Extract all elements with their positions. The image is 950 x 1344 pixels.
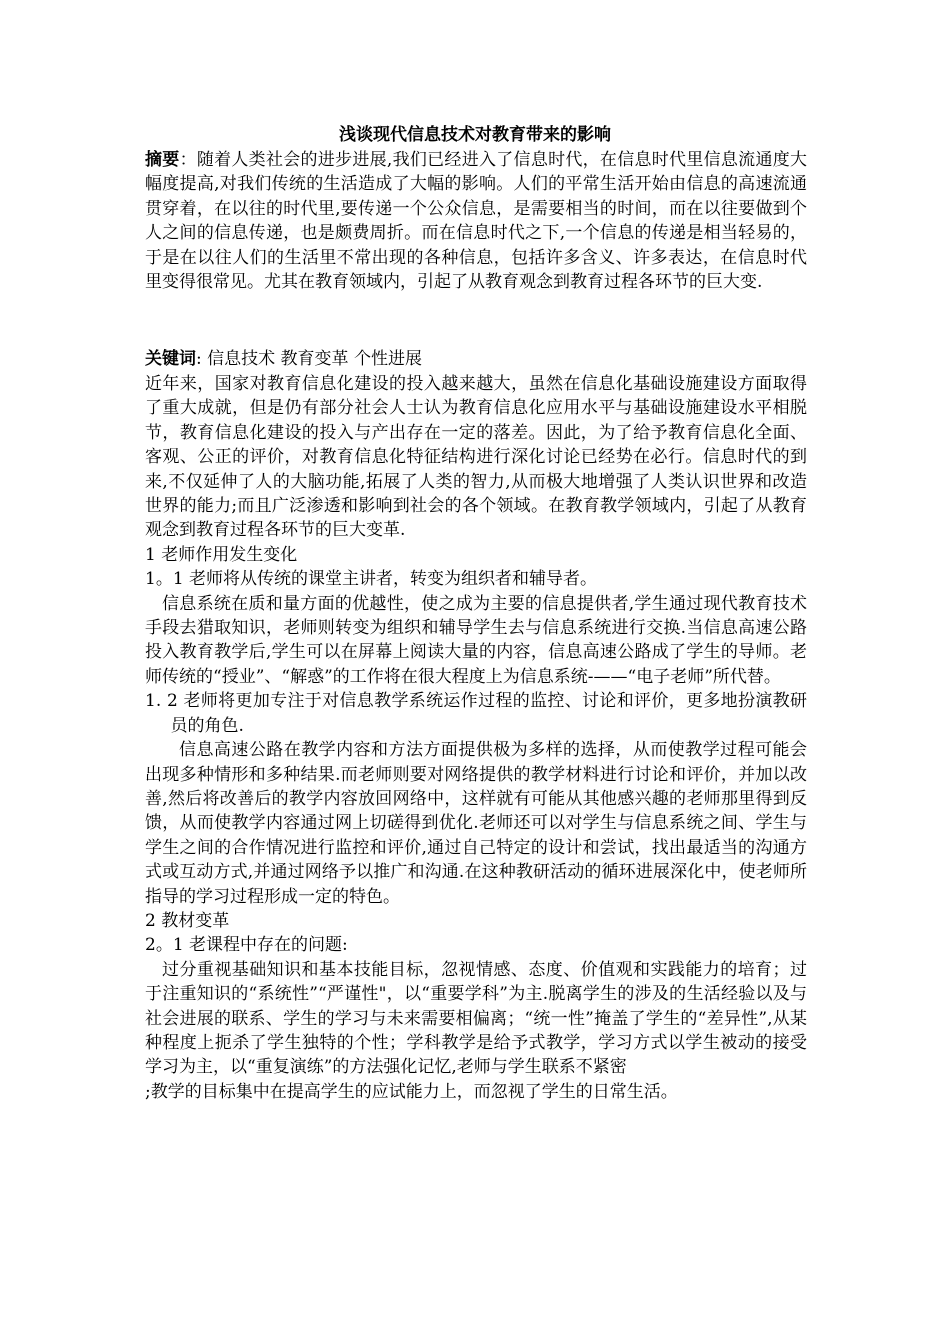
keywords-text: : 信息技术 教育变革 个性进展 [196,349,422,369]
abstract-colon: ： [179,150,197,170]
keywords-label: 关键词 [145,349,196,369]
paragraph-2-1-continued: ;教学的目标集中在提高学生的应试能力上，而忽视了学生的日常生活。 [145,1081,678,1102]
keywords-line [145,347,807,371]
subsection-heading-1-1: 1。1 老师将从传统的课堂主讲者，转变为组织者和辅导者。 [145,569,598,590]
intro-paragraph: 近年来，国家对教育信息化建设的投入越来越大，虽然在信息化基础设施建设方面取得了重大成就，但是仍有部分社会人士认为教育信息化应用水平与基础设施建设水平相脱节，教育信息化建设的投入与产出存在一定的落差。因此，为了给予教育信息化全面、客观、公正的评价，对教育信息化特征结构进行深化讨论已经势在必行。信息时代的到来,不仅延伸了人的大脑功能,拓展了人类的智力,从而极大地增强了人类认识世界和改造世界的能力;而且广泛渗透和影响到社会的各个领域。在教育教学领域内，引起了从教育观念到教育过程各环节的巨大变革. [145,374,807,541]
document-title: 浅谈现代信息技术对教育带来的影响 [339,125,611,145]
paragraph-1-2: 信息高速公路在教学内容和方法方面提供极为多样的选择，从而使教学过程可能会出现多种情形和多种结果.而老师则要对网络提供的教学材料进行讨论和评价，并加以改善,然后将改善后的教学内容放回网络中，这样就有可能从其他感兴趣的老师那里得到反馈，从而使教学内容通过网上切磋得到优化.老师还可以对学生与信息系统之间、学生与学生之间的合作情况进行监控和评价,通过自己特定的设计和尝试，找出最适当的沟通方式或互动方式,并通过网络予以推广和沟通.在这种教研活动的循环进展深化中，使老师所指导的学习过程形成一定的特色。 [145,740,807,907]
body-block [145,372,807,1104]
abstract-paragraph [145,148,807,294]
abstract-label: 摘要 [145,150,180,170]
abstract-block [145,148,807,294]
section-heading-2: 2 教材变革 [145,910,230,931]
subsection-heading-1-2: 1. 2 老师将更加专注于对信息教学系统运作过程的监控、讨论和评价，更多地扮演教研员的角色. [145,691,807,736]
subsection-heading-2-1: 2。1 老课程中存在的问题: [145,935,348,956]
paragraph-2-1: 过分重视基础知识和基本技能目标，忽视情感、态度、价值观和实践能力的培育；过于注重知识的“系统性”“严谨性"，以“重要学科”为主.脱离学生的涉及的生活经验以及与社会进展的联系、学生的学习与未来需要相偏离；“统一性”掩盖了学生的“差异性”,从某种程度上扼杀了学生独特的个性；学科教学是给予式教学，学习方式以学生被动的接受学习为主，以“重复演练”的方法强化记忆,老师与学生联系不紧密 [145,959,807,1078]
abstract-text: 随着人类社会的进步进展,我们已经进入了信息时代，在信息时代里信息流通度大幅度提高,对我们传统的生活造成了大幅的影响。人们的平常生活开始由信息的高速流通贯穿着，在以往的时代里,要传递一个公众信息，是需要相当的时间，而在以往要做到个人之间的信息传递，也是颇费周折。而在信息时代之下,一个信息的传递是相当轻易的，于是在以往人们的生活里不常出现的各种信息，包括许多含义、许多表达，在信息时代里变得很常见。尤其在教育领域内，引起了从教育观念到教育过程各环节的巨大变. [145,150,808,293]
paragraph-1-1: 信息系统在质和量方面的优越性，使之成为主要的信息提供者,学生通过现代教育技术手段去猎取知识，老师则转变为组织和辅导学生去与信息系统进行交换.当信息高速公路投入教育教学后,学生可以在屏幕上阅读大量的内容，信息高速公路成了学生的导师。老师传统的“授业”、“解惑”的工作将在很大程度上为信息系统-——“电子老师”所代替。 [145,593,807,687]
section-heading-1: 1 老师作用发生变化 [145,544,298,565]
keywords-block [145,347,807,371]
